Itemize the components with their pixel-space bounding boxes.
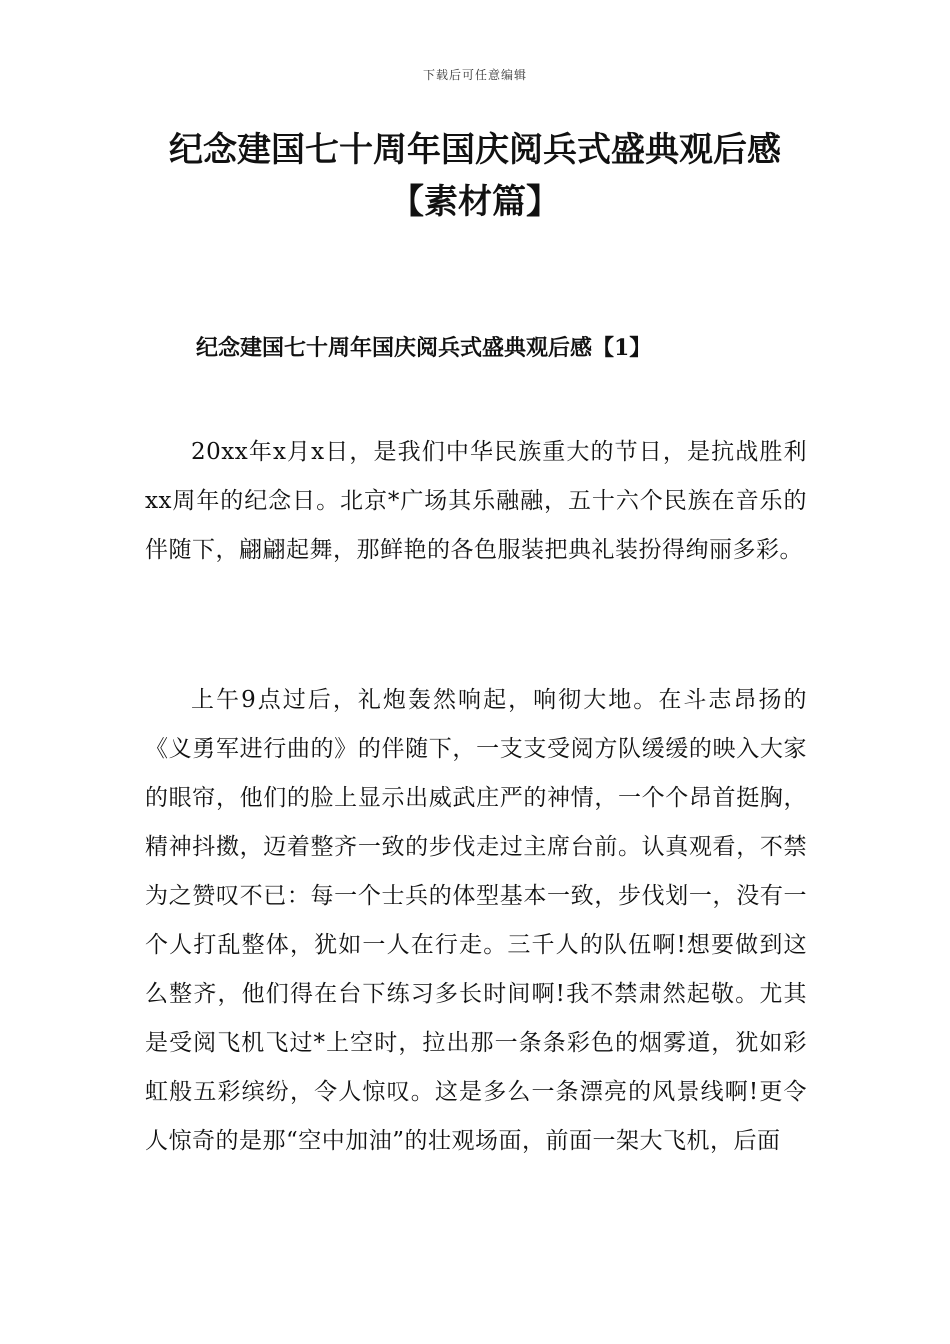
body-paragraph-2: 上午9点过后，礼炮轰然响起，响彻大地。在斗志昂扬的《义勇军进行曲的》的伴随下，一支支受阅方队缓缓的映入大家的眼帘，他们的脸上显示出威武庄严的神情，一个个昂首挺胸，精神抖擞，迈着整齐一致的步伐走过主席台前。认真观看，不禁为之赞叹不已：每一个士兵的体型基本一致，步伐划一，没有一个人打乱整体，犹如一人在行走。三千人的队伍啊!想要做到这么整齐，他们得在台下练习多长时间啊!我不禁肃然起敬。尤其是受阅飞机飞过*上空时，拉出那一条条彩色的烟雾道，犹如彩虹般五彩缤纷，令人惊叹。这是多么一条漂亮的风景线啊!更令人惊奇的是那“空中加油”的壮观场面，前面一架大飞机，后面 — [145, 687, 807, 1154]
body-paragraph-1: 20xx年x月x日，是我们中华民族重大的节日，是抗战胜利xx周年的纪念日。北京*广场其乐融融，五十六个民族在音乐的伴随下，翩翩起舞，那鲜艳的各色服装把典礼装扮得绚丽多彩。 — [145, 439, 807, 563]
document-title — [75, 124, 875, 228]
document-title-line-2: 【素材篇】 — [390, 182, 560, 222]
document-title-line-1: 纪念建国七十周年国庆阅兵式盛典观后感 — [169, 130, 781, 170]
section-heading: 纪念建国七十周年国庆阅兵式盛典观后感【1】 — [196, 335, 652, 361]
header-note: 下载后可任意编辑 — [422, 68, 527, 82]
